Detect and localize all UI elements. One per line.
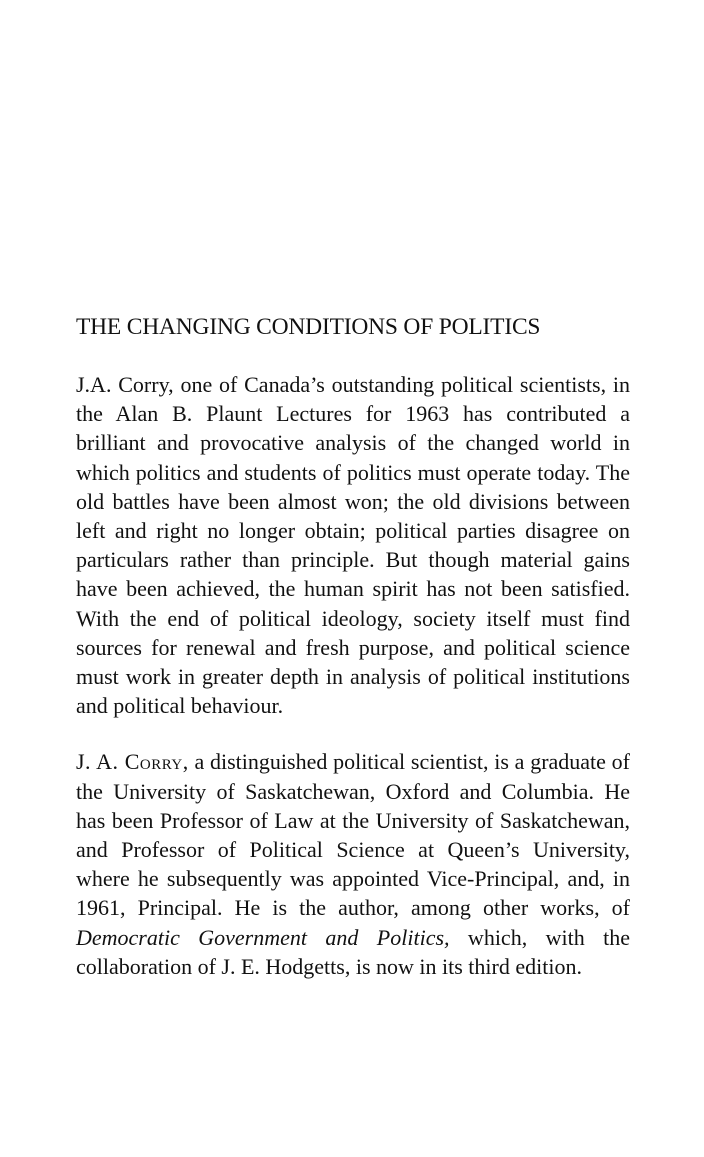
- book-description-paragraph: J.A. Corry, one of Canada’s outstanding political scientists, in the Alan B. Plaunt Lectures for 1963 has contributed a brilliant and provocative analysis of the changed world in which politics and students of politics must operate today. The old battles have been almost won; the old divisions between left and right no longer obtain; political parties disagree on particulars rather than principle. But though material gains have been achieved, the human spirit has not been satisfied. With the end of political ideology, society itself must find sources for renewal and fresh purpose, and political science must work in greater depth in analysis of political institutions and political behaviour.: [76, 372, 630, 719]
- author-name: J. A. Corry,: [76, 749, 189, 775]
- author-bio-text-end: which, with the collaboration of J. E. Hodgetts, is now in its third edition.: [76, 924, 630, 979]
- book-title-heading: THE CHANGING CONDITIONS OF POLITICS: [76, 314, 541, 340]
- referenced-book-title: Democratic Government and Politics,: [76, 924, 450, 950]
- author-bio-text: a distinguished political scientist, is a graduate of the University of Saskatchewan, Oxford and Columbia. He has been Professor of Law at the University of Saskatchewan, and Professor of Political Science at Queen’s University, where he subsequently was appointed Vice-Principal, and, in 1961, Principal. He is the author, among other works, of: [76, 749, 630, 921]
- author-bio-paragraph: [76, 747, 630, 981]
- book-jacket-text: [76, 312, 630, 981]
